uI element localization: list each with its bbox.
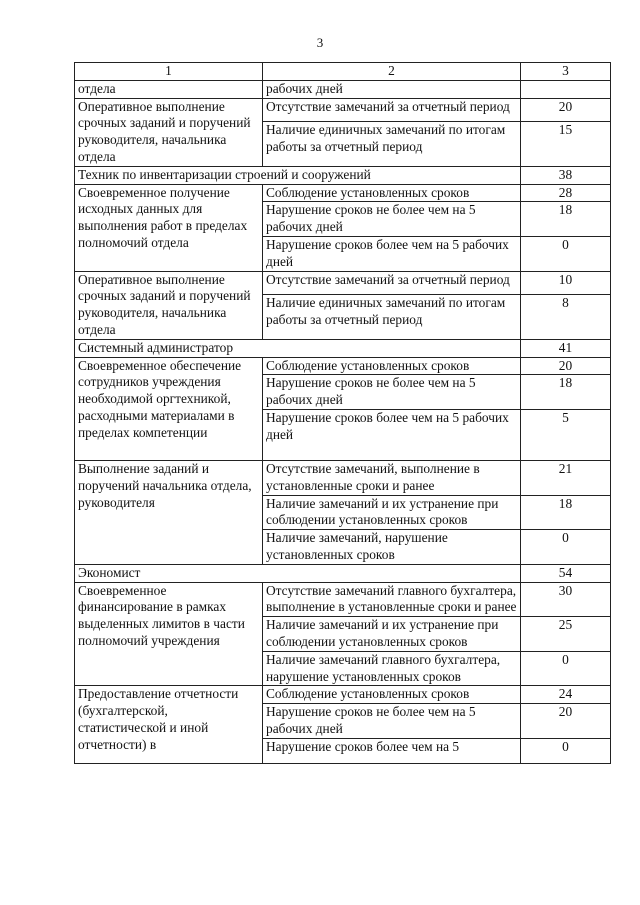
condition-cell: Отсутствие замечаний, выполнение в установленные сроки и ранее [263,460,521,495]
condition-cell: Наличие замечаний и их устранение при соблюдении установленных сроков [263,495,521,530]
table-row [75,80,611,98]
points-cell: 20 [521,98,611,121]
position-title: Экономист [75,564,521,582]
table-row [75,686,611,704]
points-cell: 18 [521,375,611,410]
condition-cell: Соблюдение установленных сроков [263,184,521,202]
points-cell: 30 [521,582,611,617]
condition-cell: Отсутствие замечаний за отчетный период [263,98,521,121]
criterion-cell: Выполнение заданий и поручений начальника отдела, руководителя [75,460,263,564]
condition-cell: Соблюдение установленных сроков [263,357,521,375]
points-cell: 5 [521,409,611,460]
condition-cell: Нарушение сроков не более чем на 5 рабочих дней [263,202,521,237]
position-title: Системный администратор [75,339,521,357]
points-cell: 18 [521,495,611,530]
table-header-row [75,63,611,81]
criterion-cell: Своевременное финансирование в рамках выделенных лимитов в части полномочий учреждения [75,582,263,686]
position-title-row [75,339,611,357]
condition-cell: Нарушение сроков не более чем на 5 рабочих дней [263,375,521,410]
condition-cell: Нарушение сроков более чем на 5 рабочих дней [263,409,521,460]
condition-cell: Наличие замечаний, нарушение установленных сроков [263,530,521,565]
criteria-table [74,62,611,764]
table-row [75,460,611,495]
position-total: 54 [521,564,611,582]
points-cell: 0 [521,738,611,763]
column-header: 1 [75,63,263,81]
table-row [75,184,611,202]
points-cell: 24 [521,686,611,704]
points-cell: 0 [521,236,611,271]
condition-cell: Отсутствие замечаний за отчетный период [263,271,521,294]
points-cell: 25 [521,617,611,652]
position-title-row [75,564,611,582]
condition-cell: Наличие замечаний и их устранение при соблюдении установленных сроков [263,617,521,652]
condition-cell: Нарушение сроков более чем на 5 [263,738,521,763]
points-cell: 8 [521,294,611,339]
condition-cell: Соблюдение установленных сроков [263,686,521,704]
points-cell: 15 [521,121,611,166]
column-header: 2 [263,63,521,81]
position-title: Техник по инвентаризации строений и сооружений [75,166,521,184]
points-cell: 28 [521,184,611,202]
criterion-cell: Своевременное обеспечение сотрудников учреждения необходимой оргтехникой, расходными материалами в пределах компетенции [75,357,263,460]
points-cell: 20 [521,704,611,739]
criterion-cell: отдела [75,80,263,98]
position-total: 41 [521,339,611,357]
table-row [75,582,611,617]
position-total: 38 [521,166,611,184]
points-cell: 0 [521,530,611,565]
criterion-cell: Предоставление отчетности (бухгалтерской, статистической и иной отчетности) в [75,686,263,763]
criterion-cell: Оперативное выполнение срочных заданий и поручений руководителя, начальника отдела [75,271,263,339]
table-row [75,357,611,375]
criterion-cell: Своевременное получение исходных данных для выполнения работ в пределах полномочий отдела [75,184,263,271]
condition-cell: Наличие единичных замечаний по итогам работы за отчетный период [263,121,521,166]
points-cell: 0 [521,651,611,686]
column-header: 3 [521,63,611,81]
condition-cell: Наличие единичных замечаний по итогам работы за отчетный период [263,294,521,339]
criterion-cell: Оперативное выполнение срочных заданий и поручений руководителя, начальника отдела [75,98,263,166]
table-row [75,98,611,121]
position-title-row [75,166,611,184]
points-cell: 21 [521,460,611,495]
points-cell: 20 [521,357,611,375]
condition-cell: Нарушение сроков более чем на 5 рабочих дней [263,236,521,271]
points-cell: 10 [521,271,611,294]
condition-cell: Нарушение сроков не более чем на 5 рабочих дней [263,704,521,739]
condition-cell: Отсутствие замечаний главного бухгалтера, выполнение в установленные сроки и ранее [263,582,521,617]
table-row [75,271,611,294]
page-number: 3 [316,35,324,50]
condition-cell: рабочих дней [263,80,521,98]
points-cell: 18 [521,202,611,237]
condition-cell: Наличие замечаний главного бухгалтера, нарушение установленных сроков [263,651,521,686]
points-cell [521,80,611,98]
